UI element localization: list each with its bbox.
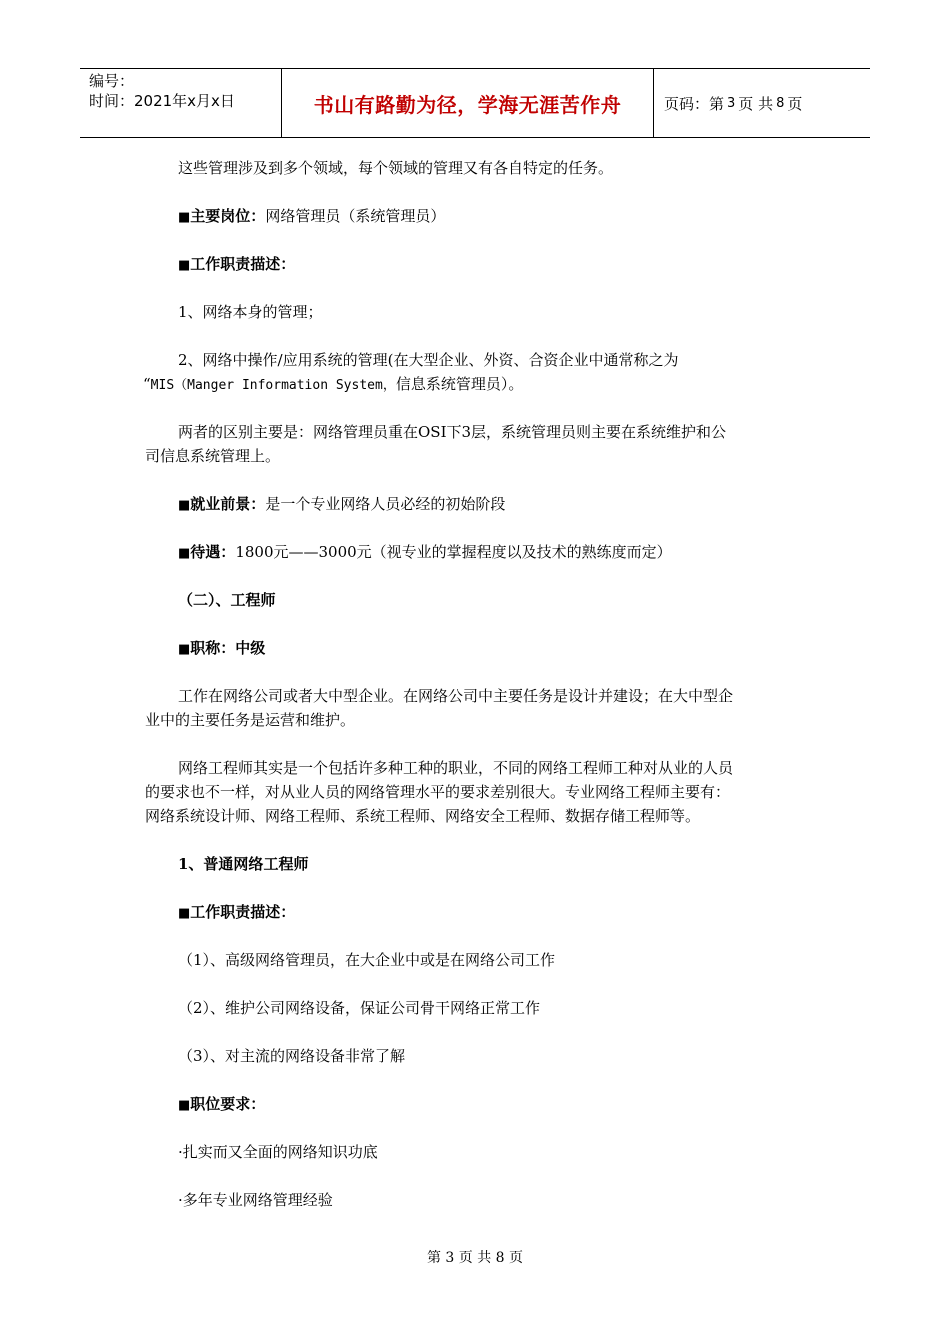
- paragraph: ■职称：中级: [178, 639, 266, 657]
- list-item: （3）、对主流的网络设备非常了解: [178, 1047, 406, 1065]
- page-footer: 第 3 页 共 8 页: [426, 1250, 524, 1266]
- paragraph: 网络系统设计师、网络工程师、系统工程师、网络安全工程师、数据存储工程师等。: [145, 807, 701, 825]
- square-bullet-icon: ■: [178, 498, 191, 513]
- paragraph: 业中的主要任务是运营和维护。: [145, 711, 356, 729]
- header-motto: 书山有路勤为径，学海无涯苦作舟: [282, 69, 654, 137]
- page-total: 8: [776, 95, 785, 111]
- paragraph: 两者的区别主要是：网络管理员重在OSI下3层，系统管理员则主要在系统维护和公: [178, 423, 727, 441]
- page-prefix: 页码：第: [664, 94, 725, 113]
- paragraph: ■主要岗位：网络管理员（系统管理员）: [178, 207, 446, 225]
- page-mid: 页 共: [738, 94, 774, 113]
- square-bullet-icon: ■: [178, 1098, 191, 1113]
- section-heading: 1、普通网络工程师: [178, 855, 309, 873]
- page-current: 3: [727, 95, 736, 111]
- header-page-info: [654, 69, 870, 137]
- paragraph: ■待遇：1800元——3000元（视专业的掌握程度以及技术的熟练度而定）: [178, 543, 672, 561]
- paragraph: 司信息系统管理上。: [145, 447, 281, 465]
- square-bullet-icon: ■: [178, 258, 191, 273]
- paragraph: “MIS（Manger Information System，信息系统管理员）。: [143, 375, 524, 393]
- list-item: （2）、维护公司网络设备，保证公司骨干网络正常工作: [178, 999, 541, 1017]
- page-header: [80, 68, 870, 138]
- square-bullet-icon: ■: [178, 642, 191, 657]
- time-label: 时间：2021年x月x日: [89, 92, 235, 110]
- number-label: 编号：: [89, 72, 135, 90]
- paragraph: ■就业前景：是一个专业网络人员必经的初始阶段: [178, 495, 506, 513]
- section-heading: （二）、工程师: [178, 591, 276, 609]
- paragraph: 这些管理涉及到多个领域，每个领域的管理又有各自特定的任务。: [178, 159, 614, 177]
- list-item: ·扎实而又全面的网络知识功底: [178, 1143, 378, 1161]
- page-suffix: 页: [787, 94, 803, 113]
- square-bullet-icon: ■: [178, 906, 191, 921]
- list-item: ·多年专业网络管理经验: [178, 1191, 333, 1209]
- paragraph: 的要求也不一样，对从业人员的网络管理水平的要求差别很大。专业网络工程师主要有：: [145, 783, 731, 801]
- paragraph: 网络工程师其实是一个包括许多种工种的职业，不同的网络工程师工种对从业的人员: [178, 759, 734, 777]
- paragraph: ■工作职责描述：: [178, 255, 296, 273]
- list-item: （1）、高级网络管理员，在大企业中或是在网络公司工作: [178, 951, 556, 969]
- paragraph: 2、网络中操作/应用系统的管理(在大型企业、外资、合资企业中通常称之为: [178, 351, 679, 369]
- header-meta: [80, 69, 282, 137]
- paragraph: 工作在网络公司或者大中型企业。在网络公司中主要任务是设计并建设；在大中型企: [178, 687, 734, 705]
- paragraph: ■职位要求：: [178, 1095, 266, 1113]
- square-bullet-icon: ■: [178, 210, 191, 225]
- square-bullet-icon: ■: [178, 546, 191, 561]
- paragraph: 1、网络本身的管理；: [178, 303, 323, 321]
- paragraph: ■工作职责描述：: [178, 903, 296, 921]
